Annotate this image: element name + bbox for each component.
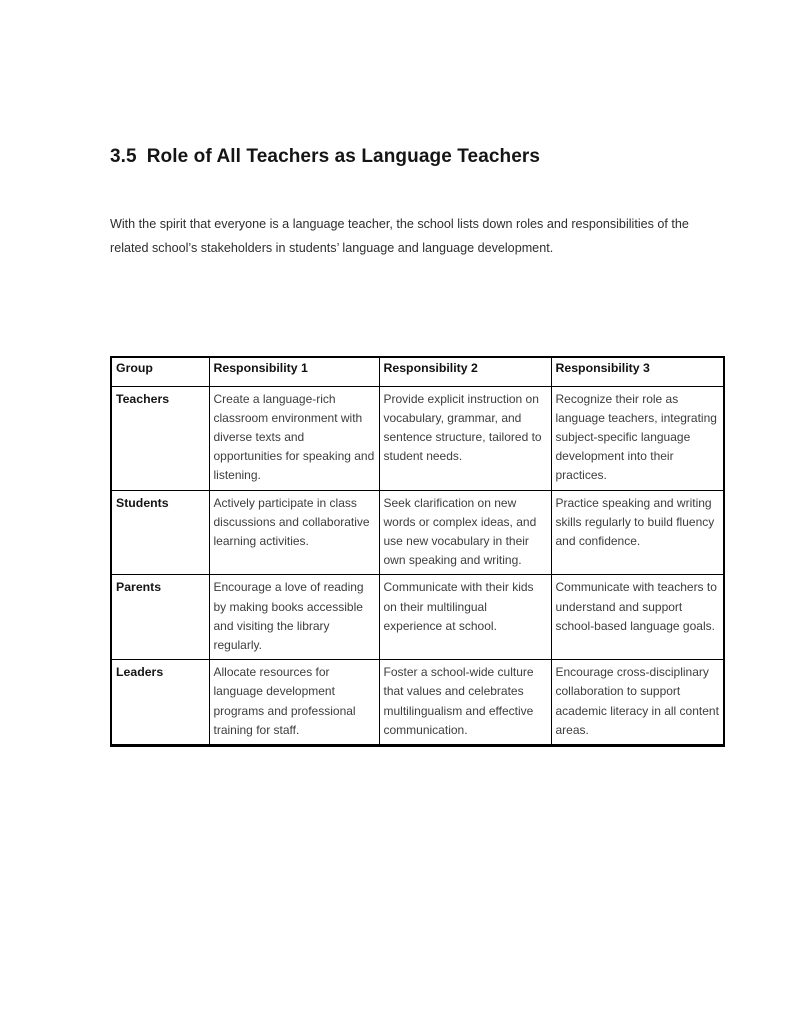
cell-students-r3: Practice speaking and writing skills regularly to build fluency and confidence.	[551, 490, 724, 575]
table-row-parents	[111, 575, 724, 660]
cell-students-r1: Actively participate in class discussions and collaborative learning activities.	[209, 490, 379, 575]
table-row-leaders	[111, 660, 724, 746]
column-header-group: Group	[111, 357, 209, 386]
cell-parents-r1: Encourage a love of reading by making books accessible and visiting the library regularly.	[209, 575, 379, 660]
column-header-responsibility-3: Responsibility 3	[551, 357, 724, 386]
section-number: 3.5	[110, 146, 137, 167]
cell-leaders-r2: Foster a school-wide culture that values and celebrates multilingualism and effective communication.	[379, 660, 551, 746]
table-header-row	[111, 357, 724, 386]
intro-paragraph: With the spirit that everyone is a language teacher, the school lists down roles and responsibilities of the related school’s stakeholders in students’ language and language development.	[110, 217, 689, 255]
cell-leaders-r1: Allocate resources for language development programs and professional training for staff.	[209, 660, 379, 746]
section-title: Role of All Teachers as Language Teachers	[146, 146, 541, 167]
table-row-students	[111, 490, 724, 575]
group-label: Leaders	[111, 660, 209, 746]
cell-teachers-r2: Provide explicit instruction on vocabulary, grammar, and sentence structure, tailored to student needs.	[379, 386, 551, 490]
cell-parents-r2: Communicate with their kids on their multilingual experience at school.	[379, 575, 551, 660]
roles-responsibilities-table	[110, 356, 725, 747]
section-heading	[110, 146, 730, 168]
group-label: Students	[111, 490, 209, 575]
page-content	[110, 146, 730, 747]
cell-leaders-r3: Encourage cross-disciplinary collaboration to support academic literacy in all content areas.	[551, 660, 724, 746]
cell-parents-r3: Communicate with teachers to understand and support school-based language goals.	[551, 575, 724, 660]
group-label: Teachers	[111, 386, 209, 490]
cell-teachers-r3: Recognize their role as language teachers, integrating subject-specific language development into their practices.	[551, 386, 724, 490]
cell-students-r2: Seek clarification on new words or complex ideas, and use new vocabulary in their own speaking and writing.	[379, 490, 551, 575]
table-row-teachers	[111, 386, 724, 490]
cell-teachers-r1: Create a language-rich classroom environment with diverse texts and opportunities for speaking and listening.	[209, 386, 379, 490]
group-label: Parents	[111, 575, 209, 660]
column-header-responsibility-1: Responsibility 1	[209, 357, 379, 386]
column-header-responsibility-2: Responsibility 2	[379, 357, 551, 386]
